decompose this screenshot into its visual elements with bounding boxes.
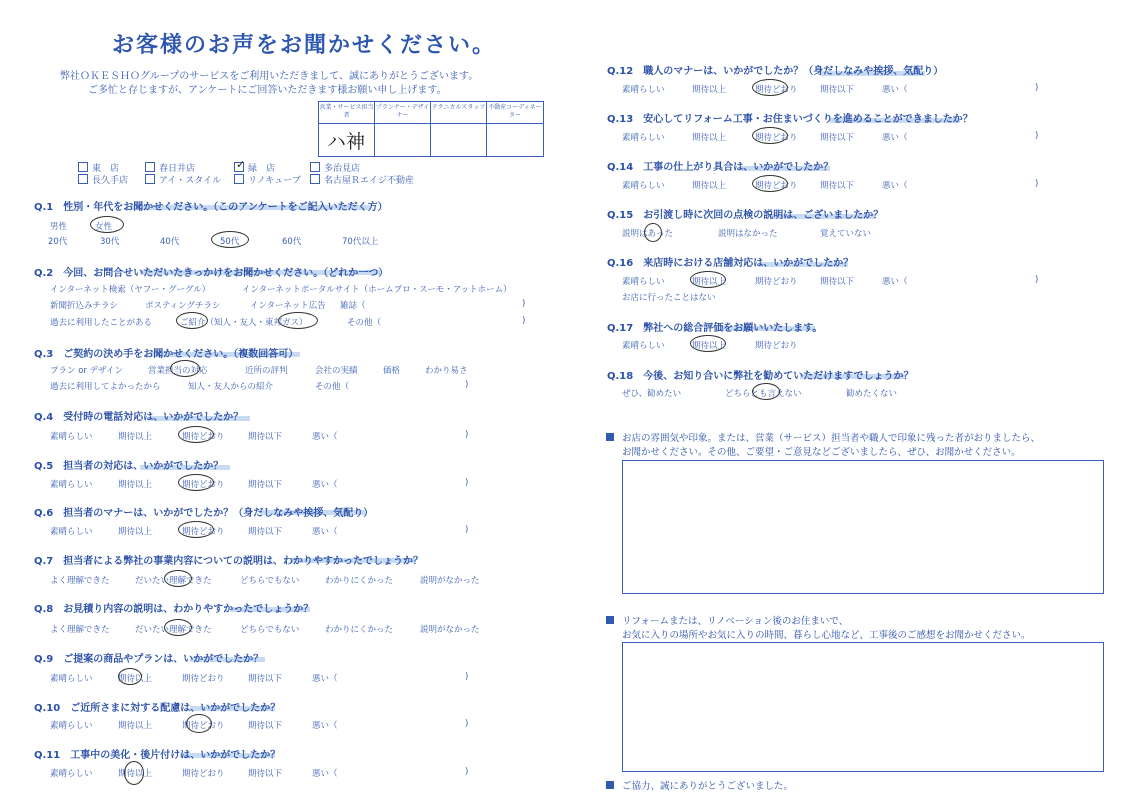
q10-option-5: ) <box>465 719 469 729</box>
q6-option-4[interactable]: 悪い（ <box>312 527 338 537</box>
q11-title: Q.11 工事中の美化・後片付けは、いかがでしたか？ <box>34 750 281 761</box>
q12-option-3[interactable]: 期待以下 <box>820 85 855 95</box>
q3-price[interactable]: 価格 <box>383 366 401 376</box>
shop-checkbox-checked[interactable] <box>234 158 246 172</box>
q3-clarity[interactable]: わかり易さ <box>425 366 468 376</box>
q10-option-0[interactable]: 素晴らしい <box>50 721 93 731</box>
q14-option-4[interactable]: 悪い（ <box>882 181 908 191</box>
answer-circle <box>164 619 192 636</box>
q6-option-1[interactable]: 期待以上 <box>118 527 153 537</box>
answer-circle <box>124 761 144 785</box>
q11-option-0[interactable]: 素晴らしい <box>50 769 93 779</box>
q16-option-2[interactable]: 期待どおり <box>755 277 798 287</box>
q2-internet-search[interactable]: インターネット検索（ヤフー・グーグル） <box>50 285 211 295</box>
shop-label: アイ・スタイル <box>159 176 222 186</box>
q9-option-3[interactable]: 期待以下 <box>248 674 283 684</box>
q17-option-2[interactable]: 期待どおり <box>755 341 798 351</box>
q4-option-3[interactable]: 期待以下 <box>248 432 283 442</box>
q14-option-3[interactable]: 期待以下 <box>820 181 855 191</box>
q5-option-1[interactable]: 期待以上 <box>118 480 153 490</box>
q16-option-3[interactable]: 期待以下 <box>820 277 855 287</box>
shop-label: 長久手店 <box>92 176 129 186</box>
q10-title: Q.10 ご近所さまに対する配慮は、いかがでしたか？ <box>34 703 281 714</box>
q6-option-5: ) <box>465 525 469 535</box>
q9-option-2[interactable]: 期待どおり <box>182 674 225 684</box>
comment1-prompt-line2: お聞かせください。その他、ご要望・ご意見などございましたら、ぜひ、お聞かせください。 <box>622 447 1021 458</box>
q2-past-use[interactable]: 過去に利用したことがある <box>50 318 153 328</box>
answer-circle <box>278 312 318 329</box>
answer-circle <box>164 570 192 587</box>
q18-recommend[interactable]: ぜひ、勧めたい <box>622 389 682 399</box>
answer-circle <box>178 474 214 491</box>
q9-option-4[interactable]: 悪い（ <box>312 674 338 684</box>
answer-circle <box>170 360 200 377</box>
q10-option-2[interactable]: 期待どおり <box>182 721 225 731</box>
shop-label: リノキューブ <box>248 176 301 186</box>
q15-not-explained[interactable]: 説明はなかった <box>718 229 778 239</box>
answer-circle <box>178 426 214 443</box>
shop-istyle[interactable] <box>145 173 221 186</box>
q3-introduction[interactable]: 知人・友人からの紹介 <box>188 382 274 392</box>
q14-option-1[interactable]: 期待以上 <box>692 181 727 191</box>
intro-line-2: ご多忙と存じますが、アンケートにご回答いただきます様お願い申し上げます。 <box>88 85 447 96</box>
bullet-square-icon <box>606 781 614 789</box>
q3-reputation[interactable]: 近所の評判 <box>245 366 288 376</box>
shop-label: 多治見店 <box>324 164 361 174</box>
q13-option-0[interactable]: 素晴らしい <box>622 133 665 143</box>
shop-label: 緑 店 <box>248 164 276 174</box>
staff-header-technical: テクニカルスタッフ <box>431 102 487 124</box>
q4-option-0[interactable]: 素晴らしい <box>50 432 93 442</box>
q5-option-3[interactable]: 期待以下 <box>248 480 283 490</box>
q9-option-0[interactable]: 素晴らしい <box>50 674 93 684</box>
q1-age-50s[interactable]: 50代 <box>220 237 240 247</box>
shop-label: 名古屋Ｒエイジ不動産 <box>324 176 415 186</box>
staff-header-realestate: 不動産コーディネーター <box>487 102 543 124</box>
shop-checkbox[interactable] <box>78 162 88 172</box>
q6-option-0[interactable]: 素晴らしい <box>50 527 93 537</box>
shop-nagoya-rage[interactable] <box>310 173 414 186</box>
shop-nagakute[interactable] <box>78 173 128 186</box>
bullet-square-icon <box>606 433 614 441</box>
staff-header-sales: 営業・サービス担当者 <box>319 102 375 124</box>
comment1-textarea[interactable] <box>622 460 1104 594</box>
answer-circle <box>644 223 662 242</box>
answer-circle <box>186 714 212 733</box>
q13-option-1[interactable]: 期待以上 <box>692 133 727 143</box>
check-mark-icon: ✓ <box>236 158 246 171</box>
shop-renocube[interactable] <box>234 173 301 186</box>
q4-option-2[interactable]: 期待どおり <box>182 432 225 442</box>
q6-title: Q.6 担当者のマナーは、いかがでしたか？（身だしなみや挨拶、気配り） <box>34 508 374 519</box>
q7-title: Q.7 担当者による弊社の事業内容についての説明は、わかりやすかったでしょうか？ <box>34 556 424 567</box>
q11-option-3[interactable]: 期待以下 <box>248 769 283 779</box>
q3-track-record[interactable]: 会社の実績 <box>315 366 358 376</box>
q16-option-1[interactable]: 期待以上 <box>692 277 727 287</box>
q8-option-0[interactable]: よく理解できた <box>50 625 110 635</box>
shop-label: 春日井店 <box>159 164 196 174</box>
q11-option-4[interactable]: 悪い（ <box>312 769 338 779</box>
q12-option-1[interactable]: 期待以上 <box>692 85 727 95</box>
q17-option-1[interactable]: 期待以上 <box>692 341 727 351</box>
q2-portal-site[interactable]: インターネットポータルサイト（ホームプロ・スーモ・アットホーム） <box>242 285 512 295</box>
comment2-textarea[interactable] <box>622 642 1104 772</box>
q12-option-0[interactable]: 素晴らしい <box>622 85 665 95</box>
q3-sales-response[interactable]: 営業担当の対応 <box>148 366 208 376</box>
q14-option-5: ) <box>1035 179 1039 189</box>
q3-other-close: ) <box>465 380 469 390</box>
q5-option-2[interactable]: 期待どおり <box>182 480 225 490</box>
comment2-prompt-line2: お気に入りの場所やお気に入りの時間、暮らし心地など、工事後のご感想をお聞かせください。 <box>622 630 1031 641</box>
q2-magazine[interactable]: 雑誌（ <box>340 301 366 311</box>
answer-circle <box>690 271 726 288</box>
intro-line-1: 弊社ＯＫＥＳＨＯグループのサービスをご利用いただきまして、誠にありがとうございます。 <box>60 71 479 82</box>
q2-internet-ad[interactable]: インターネット広告 <box>250 301 326 311</box>
q1-age-30s[interactable]: 30代 <box>100 237 120 247</box>
answer-circle <box>752 127 788 144</box>
q15-explained[interactable]: 説明はあった <box>622 229 673 239</box>
handwritten-staff-name: ハ神 <box>327 131 366 153</box>
q12-option-2[interactable]: 期待どおり <box>755 85 798 95</box>
q5-option-4[interactable]: 悪い（ <box>312 480 338 490</box>
q8-option-2[interactable]: どちらでもない <box>240 625 300 635</box>
q4-option-5: ) <box>465 430 469 440</box>
q4-option-1[interactable]: 期待以上 <box>118 432 153 442</box>
page-title: お客様のお声をお聞かせください。 <box>112 33 497 58</box>
bullet-square-icon <box>606 616 614 624</box>
q11-option-1[interactable]: 期待以上 <box>118 769 153 779</box>
q13-option-2[interactable]: 期待どおり <box>755 133 798 143</box>
q1-age-60s[interactable]: 60代 <box>282 237 302 247</box>
q4-option-4[interactable]: 悪い（ <box>312 432 338 442</box>
staff-cell-technical[interactable] <box>431 124 487 156</box>
q8-title: Q.8 お見積り内容の説明は、わかりやすかったでしょうか？ <box>34 604 314 615</box>
q7-option-3[interactable]: わかりにくかった <box>325 576 394 586</box>
q2-magazine-close: ) <box>522 299 526 309</box>
q6-option-2[interactable]: 期待どおり <box>182 527 225 537</box>
q11-option-2[interactable]: 期待どおり <box>182 769 225 779</box>
q1-age-40s[interactable]: 40代 <box>160 237 180 247</box>
q14-title: Q.14 工事の仕上がり具合は、いかがでしたか？ <box>607 162 834 173</box>
comment1-prompt-line1: お店の雰囲気や印象。または、営業（サービス）担当者や職人で印象に残った者がおりましたら、 <box>622 433 1041 444</box>
q2-other[interactable]: その他（ <box>347 318 382 328</box>
thanks-text: ご協力、誠にありがとうございました。 <box>622 781 794 792</box>
q16-title: Q.16 来店時における店舗対応は、いかがでしたか？ <box>607 258 854 269</box>
q9-title: Q.9 ご提案の商品やプランは、いかがでしたか？ <box>34 654 264 665</box>
q2-referral[interactable]: ご紹介（知人・友人・東邦ガス） <box>180 318 308 328</box>
q1-title: Q.1 性別・年代をお聞かせください。（このアンケートをご記入いただく方） <box>34 202 388 213</box>
q13-option-3[interactable]: 期待以下 <box>820 133 855 143</box>
q2-newspaper-flyer[interactable]: 新聞折込みチラシ <box>50 301 119 311</box>
q1-age-20s[interactable]: 20代 <box>48 237 68 247</box>
q13-title: Q.13 安心してリフォーム工事・お住まいづくりを進めることができましたか？ <box>607 114 973 125</box>
q13-option-4[interactable]: 悪い（ <box>882 133 908 143</box>
answer-circle <box>176 312 208 329</box>
shop-checkbox[interactable] <box>78 174 88 184</box>
answer-circle <box>90 216 124 233</box>
staff-table <box>318 101 544 157</box>
shop-checkbox[interactable] <box>234 174 244 184</box>
q4-title: Q.4 受付時の電話対応は、いかがでしたか？ <box>34 412 244 423</box>
q17-title: Q.17 弊社への総合評価をお願いいたします。 <box>607 323 823 334</box>
q15-title: Q.15 お引渡し時に次回の点検の説明は、ございましたか？ <box>607 210 884 221</box>
shop-label: 東 店 <box>92 164 120 174</box>
q7-option-0[interactable]: よく理解できた <box>50 576 110 586</box>
comment2-prompt-line1: リフォームまたは、リノベーション後のお住まいで、 <box>622 616 849 627</box>
shop-checkbox[interactable] <box>145 162 155 172</box>
q1-age-70s[interactable]: 70代以上 <box>342 237 379 247</box>
q7-option-2[interactable]: どちらでもない <box>240 576 300 586</box>
q18-title: Q.18 今後、お知り合いに弊社を勧めていただけますでしょうか？ <box>607 371 914 382</box>
q9-option-1[interactable]: 期待以上 <box>118 674 153 684</box>
q16-option-4[interactable]: 悪い（ <box>882 277 908 287</box>
q13-option-5: ) <box>1035 131 1039 141</box>
answer-circle <box>752 383 780 400</box>
q2-posting-flyer[interactable]: ポスティングチラシ <box>145 301 221 311</box>
q2-title: Q.2 今回、お問合せいただいたきっかけをお聞かせください。（どれか一つ） <box>34 268 389 279</box>
answer-circle <box>752 175 788 192</box>
q1-male[interactable]: 男性 <box>50 222 68 232</box>
q3-title: Q.3 ご契約の決め手をお聞かせください。（複数回答可） <box>34 349 299 360</box>
q16-option-0[interactable]: 素晴らしい <box>622 277 665 287</box>
q14-option-2[interactable]: 期待どおり <box>755 181 798 191</box>
q1-female[interactable]: 女性 <box>95 222 113 232</box>
q2-other-close: ) <box>522 316 526 326</box>
q12-option-4[interactable]: 悪い（ <box>882 85 908 95</box>
answer-circle <box>690 335 726 352</box>
staff-cell-realestate[interactable] <box>487 124 543 156</box>
answer-circle <box>752 79 788 96</box>
q11-option-5: ) <box>465 767 469 777</box>
q16-option-5: ) <box>1035 275 1039 285</box>
q15-dont-remember[interactable]: 覚えていない <box>820 229 872 239</box>
staff-cell-sales[interactable] <box>319 124 375 156</box>
q3-plan-design[interactable]: プラン or デザイン <box>50 366 124 376</box>
shop-checkbox[interactable] <box>145 174 155 184</box>
q3-other[interactable]: その他（ <box>315 382 350 392</box>
q7-option-1[interactable]: だいたい理解できた <box>135 576 212 586</box>
q16-never-visited[interactable]: お店に行ったことはない <box>622 293 716 303</box>
q8-option-4: 説明がなかった <box>420 625 480 635</box>
answer-circle <box>211 231 249 248</box>
q7-option-4: 説明がなかった <box>420 576 480 586</box>
q3-good-past[interactable]: 過去に利用してよかったから <box>50 382 161 392</box>
staff-header-planner: プランナー・デザイナー <box>375 102 431 124</box>
q12-title: Q.12 職人のマナーは、いかがでしたか？（身だしなみや挨拶、気配り） <box>607 66 944 77</box>
answer-circle <box>178 521 214 538</box>
q5-title: Q.5 担当者の対応は、いかがでしたか？ <box>34 461 224 472</box>
q14-option-0[interactable]: 素晴らしい <box>622 181 665 191</box>
shop-checkbox[interactable] <box>310 174 320 184</box>
q10-option-3[interactable]: 期待以下 <box>248 721 283 731</box>
q5-option-5: ) <box>465 478 469 488</box>
q8-option-1[interactable]: だいたい理解できた <box>135 625 212 635</box>
q18-neutral[interactable]: どちらとも言えない <box>725 389 802 399</box>
q18-not-recommend[interactable]: 勧めたくない <box>846 389 898 399</box>
q17-option-0[interactable]: 素晴らしい <box>622 341 665 351</box>
q6-option-3[interactable]: 期待以下 <box>248 527 283 537</box>
q9-option-5: ) <box>465 672 469 682</box>
q10-option-1[interactable]: 期待以上 <box>118 721 153 731</box>
q8-option-3[interactable]: わかりにくかった <box>325 625 394 635</box>
answer-circle <box>118 668 142 685</box>
q10-option-4[interactable]: 悪い（ <box>312 721 338 731</box>
q12-option-5: ) <box>1035 83 1039 93</box>
shop-checkbox[interactable] <box>310 162 320 172</box>
q5-option-0[interactable]: 素晴らしい <box>50 480 93 490</box>
staff-cell-planner[interactable] <box>375 124 431 156</box>
